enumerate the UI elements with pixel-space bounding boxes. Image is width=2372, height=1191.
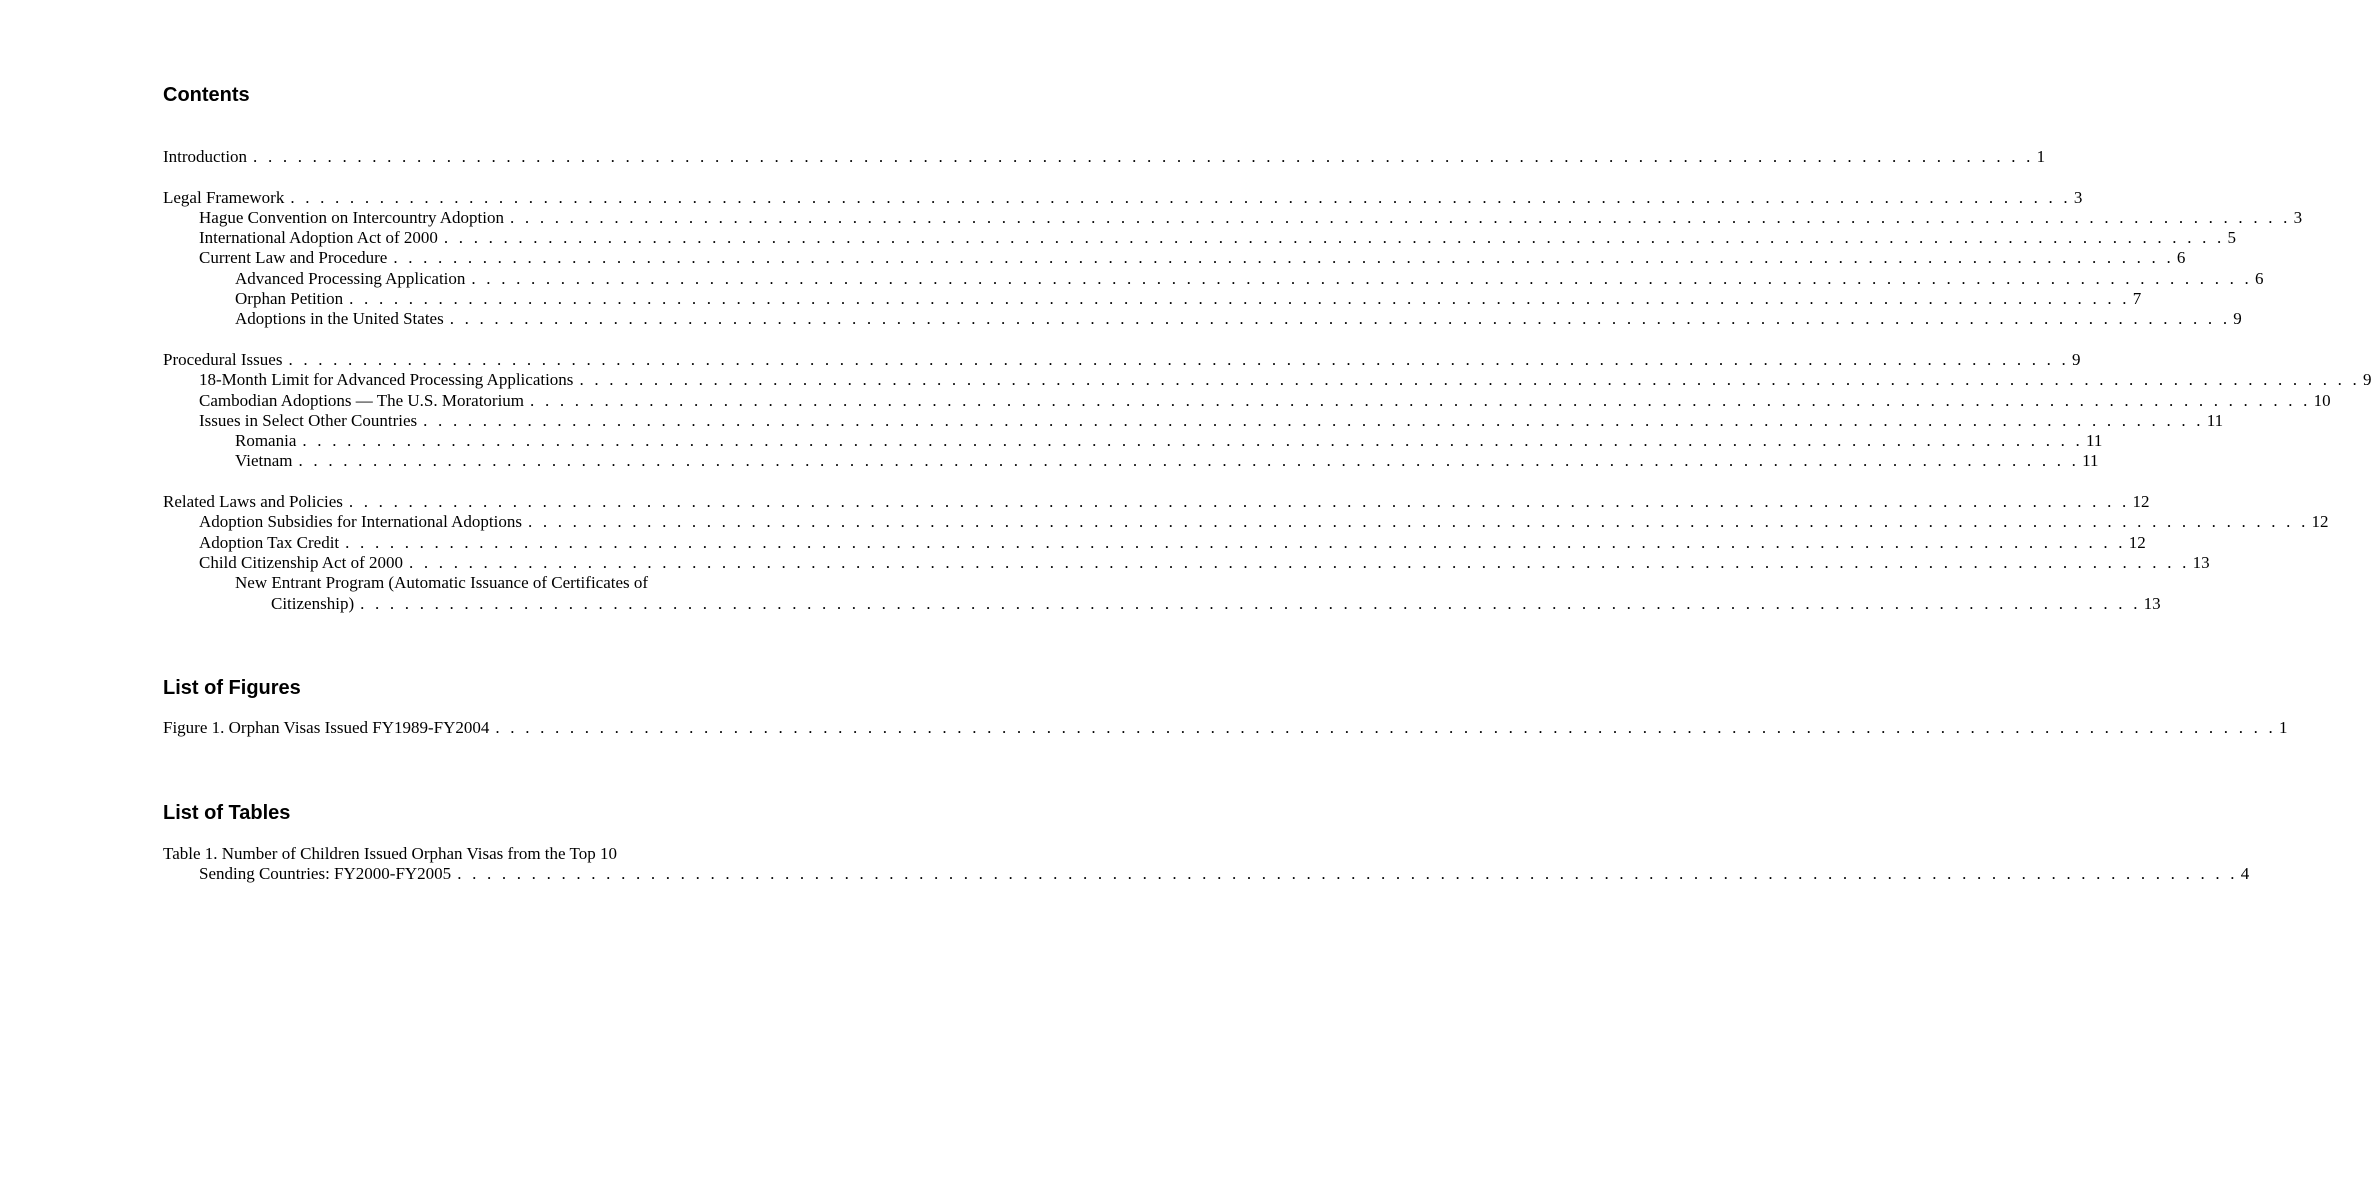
toc-entry[interactable]	[163, 187, 2083, 208]
toc-page-number: 5	[2227, 228, 2236, 248]
dot-leader: . . . . . . . . . . . . . . . . . . . . . . . . . . . . . . . . . . . . . . . . . . . . . . . . . . . . . . . . . . . . . . . . . . . . . . . . . . . . . . . . . . . . . . . . . . . . . . . . . . . . . . . . . . . . . . . . . . . . . . . .	[510, 207, 2291, 227]
contents-list	[163, 147, 2372, 614]
dot-leader: . . . . . . . . . . . . . . . . . . . . . . . . . . . . . . . . . . . . . . . . . . . . . . . . . . . . . . . . . . . . . . . . . . . . . . . . . . . . . . . . . . . . . . . . . . . . . . . . . . . . . . . . . . . . . . . . . . . . . . . .	[471, 268, 2252, 288]
toc-entry-title: Romania	[235, 431, 297, 451]
dot-leader: . . . . . . . . . . . . . . . . . . . . . . . . . . . . . . . . . . . . . . . . . . . . . . . . . . . . . . . . . . . . . . . . . . . . . . . . . . . . . . . . . . . . . . . . . . . . . . . . . . . . . . . . . . . . . . . . . . . . . . . .	[298, 451, 2080, 471]
toc-entry-title: Adoption Subsidies for International Adoptions	[199, 512, 522, 532]
toc-entry[interactable]	[163, 431, 2103, 451]
dot-leader: . . . . . . . . . . . . . . . . . . . . . . . . . . . . . . . . . . . . . . . . . . . . . . . . . . . . . . . . . . . . . . . . . . . . . . . . . . . . . . . . . . . . . . . . . . . . . . . . . . . . . . . . . . . . . . . . . . . . . . . .	[360, 593, 2141, 613]
dot-leader: . . . . . . . . . . . . . . . . . . . . . . . . . . . . . . . . . . . . . . . . . . . . . . . . . . . . . . . . . . . . . . . . . . . . . . . . . . . . . . . . . . . . . . . . . . . . . . . . . . . . . . . . . . . . . . . . . . . . . . . .	[495, 718, 2276, 737]
list-of-figures-heading: List of Figures	[163, 677, 301, 699]
dot-leader: . . . . . . . . . . . . . . . . . . . . . . . . . . . . . . . . . . . . . . . . . . . . . . . . . . . . . . . . . . . . . . . . . . . . . . . . . . . . . . . . . . . . . . . . . . . . . . . . . . . . . . . . . . . . . . . . . . . . . . . .	[290, 187, 2071, 207]
figure-entry[interactable]	[163, 718, 2288, 738]
toc-page-number: 7	[2132, 289, 2142, 309]
toc-page-number: 13	[2192, 552, 2210, 572]
toc-page-number: 12	[2128, 532, 2146, 552]
toc-page-number: 11	[2085, 431, 2103, 451]
toc-page-number: 3	[2293, 207, 2303, 227]
toc-entry-title: Current Law and Procedure	[199, 248, 388, 268]
toc-entry-title: Adoptions in the United States	[235, 309, 444, 329]
dot-leader: . . . . . . . . . . . . . . . . . . . . . . . . . . . . . . . . . . . . . . . . . . . . . . . . . . . . . . . . . . . . . . . . . . . . . . . . . . . . . . . . . . . . . . . . . . . . . . . . . . . . . . . . . . . . . . . . . . . . . . . .	[457, 864, 2238, 884]
toc-entry[interactable]	[163, 512, 2329, 532]
dot-leader: . . . . . . . . . . . . . . . . . . . . . . . . . . . . . . . . . . . . . . . . . . . . . . . . . . . . . . . . . . . . . . . . . . . . . . . . . . . . . . . . . . . . . . . . . . . . . . . . . . . . . . . . . . . . . . . . . . . . . . . .	[349, 289, 2130, 309]
toc-page-number: 9	[2363, 370, 2372, 390]
toc-entry[interactable]	[163, 370, 2372, 390]
toc-page-number: 6	[2254, 268, 2264, 288]
toc-page-number: 11	[2082, 451, 2099, 471]
toc-entry-title-line: New Entrant Program (Automatic Issuance of Certificates of	[235, 573, 649, 593]
toc-entry[interactable]	[163, 147, 2046, 167]
toc-entry[interactable]	[163, 289, 2142, 309]
toc-entry-title: Adoption Tax Credit	[199, 532, 340, 552]
toc-entry-title: Advanced Processing Application	[235, 268, 466, 288]
dot-leader: . . . . . . . . . . . . . . . . . . . . . . . . . . . . . . . . . . . . . . . . . . . . . . . . . . . . . . . . . . . . . . . . . . . . . . . . . . . . . . . . . . . . . . . . . . . . . . . . . . . . . . . . . . . . . . . . . . . . . . . .	[288, 349, 2070, 369]
tables-list	[163, 844, 2250, 885]
toc-entry-title: Orphan Petition	[235, 289, 344, 309]
toc-entry[interactable]	[163, 552, 2210, 573]
toc-page-number: 9	[2233, 309, 2242, 329]
dot-leader: . . . . . . . . . . . . . . . . . . . . . . . . . . . . . . . . . . . . . . . . . . . . . . . . . . . . . . . . . . . . . . . . . . . . . . . . . . . . . . . . . . . . . . . . . . . . . . . . . . . . . . . . . . . . . . . . . . . . . . . .	[579, 370, 2360, 390]
toc-entry[interactable]	[163, 349, 2081, 370]
toc-entry-title: Vietnam	[235, 451, 293, 471]
toc-entry-title: Figure 1. Orphan Visas Issued FY1989-FY2004	[163, 718, 490, 737]
toc-entry[interactable]	[163, 228, 2236, 248]
toc-entry[interactable]	[163, 451, 2099, 471]
toc-page-number: 13	[2143, 593, 2161, 613]
toc-page-number: 1	[2036, 147, 2046, 166]
section-gap	[163, 167, 759, 187]
toc-entry[interactable]	[163, 248, 2186, 268]
section-gap	[163, 330, 759, 350]
table-entry[interactable]	[163, 864, 2250, 884]
toc-page-number: 12	[2311, 512, 2329, 532]
toc-page-number: 4	[2240, 864, 2250, 884]
list-of-tables-heading: List of Tables	[163, 802, 291, 824]
dot-leader: . . . . . . . . . . . . . . . . . . . . . . . . . . . . . . . . . . . . . . . . . . . . . . . . . . . . . . . . . . . . . . . . . . . . . . . . . . . . . . . . . . . . . . . . . . . . . . . . . . . . . . . . . . . . . . . . . . . . . . . .	[443, 228, 2225, 248]
dot-leader: . . . . . . . . . . . . . . . . . . . . . . . . . . . . . . . . . . . . . . . . . . . . . . . . . . . . . . . . . . . . . . . . . . . . . . . . . . . . . . . . . . . . . . . . . . . . . . . . . . . . . . . . . . . . . . . . . . . . . . . .	[409, 552, 2190, 572]
dot-leader: . . . . . . . . . . . . . . . . . . . . . . . . . . . . . . . . . . . . . . . . . . . . . . . . . . . . . . . . . . . . . . . . . . . . . . . . . . . . . . . . . . . . . . . . . . . . . . . . . . . . . . . . . . . . . . . . . . . . . . . .	[253, 147, 2034, 166]
dot-leader: . . . . . . . . . . . . . . . . . . . . . . . . . . . . . . . . . . . . . . . . . . . . . . . . . . . . . . . . . . . . . . . . . . . . . . . . . . . . . . . . . . . . . . . . . . . . . . . . . . . . . . . . . . . . . . . . . . . . . . . .	[423, 410, 2204, 430]
toc-entry[interactable]	[163, 410, 2224, 431]
toc-entry-title: Issues in Select Other Countries	[199, 410, 418, 430]
section-gap	[163, 472, 759, 492]
toc-entry[interactable]	[163, 268, 2264, 289]
toc-entry-title: International Adoption Act of 2000	[199, 228, 438, 248]
toc-page-number: 9	[2072, 349, 2081, 369]
toc-entry[interactable]	[163, 593, 2161, 614]
toc-entry[interactable]	[163, 390, 2331, 411]
toc-entry-title: Child Citizenship Act of 2000	[199, 552, 403, 572]
toc-entry-title: Citizenship)	[271, 593, 355, 613]
contents-heading: Contents	[163, 84, 250, 106]
toc-page-number: 3	[2073, 187, 2083, 207]
toc-entry-title: Related Laws and Policies	[163, 492, 343, 512]
toc-page-number: 11	[2206, 410, 2224, 430]
toc-page-number: 6	[2176, 248, 2186, 268]
toc-entry-title: Cambodian Adoptions — The U.S. Moratorium	[199, 390, 525, 410]
dot-leader: . . . . . . . . . . . . . . . . . . . . . . . . . . . . . . . . . . . . . . . . . . . . . . . . . . . . . . . . . . . . . . . . . . . . . . . . . . . . . . . . . . . . . . . . . . . . . . . . . . . . . . . . . . . . . . . . . . . . . . . .	[345, 532, 2126, 552]
toc-entry-title: Legal Framework	[163, 187, 285, 207]
toc-entry-title: Introduction	[163, 147, 248, 166]
dot-leader: . . . . . . . . . . . . . . . . . . . . . . . . . . . . . . . . . . . . . . . . . . . . . . . . . . . . . . . . . . . . . . . . . . . . . . . . . . . . . . . . . . . . . . . . . . . . . . . . . . . . . . . . . . . . . . . . . . . . . . . .	[393, 248, 2174, 268]
dot-leader: . . . . . . . . . . . . . . . . . . . . . . . . . . . . . . . . . . . . . . . . . . . . . . . . . . . . . . . . . . . . . . . . . . . . . . . . . . . . . . . . . . . . . . . . . . . . . . . . . . . . . . . . . . . . . . . . . . . . . . . .	[530, 390, 2311, 410]
toc-entry[interactable]	[163, 207, 2303, 228]
dot-leader: . . . . . . . . . . . . . . . . . . . . . . . . . . . . . . . . . . . . . . . . . . . . . . . . . . . . . . . . . . . . . . . . . . . . . . . . . . . . . . . . . . . . . . . . . . . . . . . . . . . . . . . . . . . . . . . . . . . . . . . .	[527, 512, 2309, 532]
toc-page-number: 12	[2132, 492, 2150, 512]
dot-leader: . . . . . . . . . . . . . . . . . . . . . . . . . . . . . . . . . . . . . . . . . . . . . . . . . . . . . . . . . . . . . . . . . . . . . . . . . . . . . . . . . . . . . . . . . . . . . . . . . . . . . . . . . . . . . . . . . . . . . . . .	[449, 309, 2231, 329]
toc-entry-title: 18-Month Limit for Advanced Processing Applications	[199, 370, 574, 390]
toc-page-number: 10	[2313, 390, 2331, 410]
toc-entry[interactable]	[163, 492, 2150, 512]
toc-page-number: 1	[2278, 718, 2288, 737]
toc-entry-title: Procedural Issues	[163, 349, 283, 369]
figures-list	[163, 718, 2288, 738]
toc-entry[interactable]	[163, 532, 2146, 553]
dot-leader: . . . . . . . . . . . . . . . . . . . . . . . . . . . . . . . . . . . . . . . . . . . . . . . . . . . . . . . . . . . . . . . . . . . . . . . . . . . . . . . . . . . . . . . . . . . . . . . . . . . . . . . . . . . . . . . . . . . . . . . .	[302, 431, 2083, 451]
toc-entry-title: Hague Convention on Intercountry Adoption	[199, 207, 505, 227]
toc-entry-title: Sending Countries: FY2000-FY2005	[199, 864, 452, 884]
dot-leader: . . . . . . . . . . . . . . . . . . . . . . . . . . . . . . . . . . . . . . . . . . . . . . . . . . . . . . . . . . . . . . . . . . . . . . . . . . . . . . . . . . . . . . . . . . . . . . . . . . . . . . . . . . . . . . . . . . . . . . . .	[348, 492, 2130, 512]
toc-entry-title-line: Table 1. Number of Children Issued Orphan Visas from the Top 10	[163, 844, 617, 863]
toc-entry[interactable]	[163, 309, 2242, 329]
